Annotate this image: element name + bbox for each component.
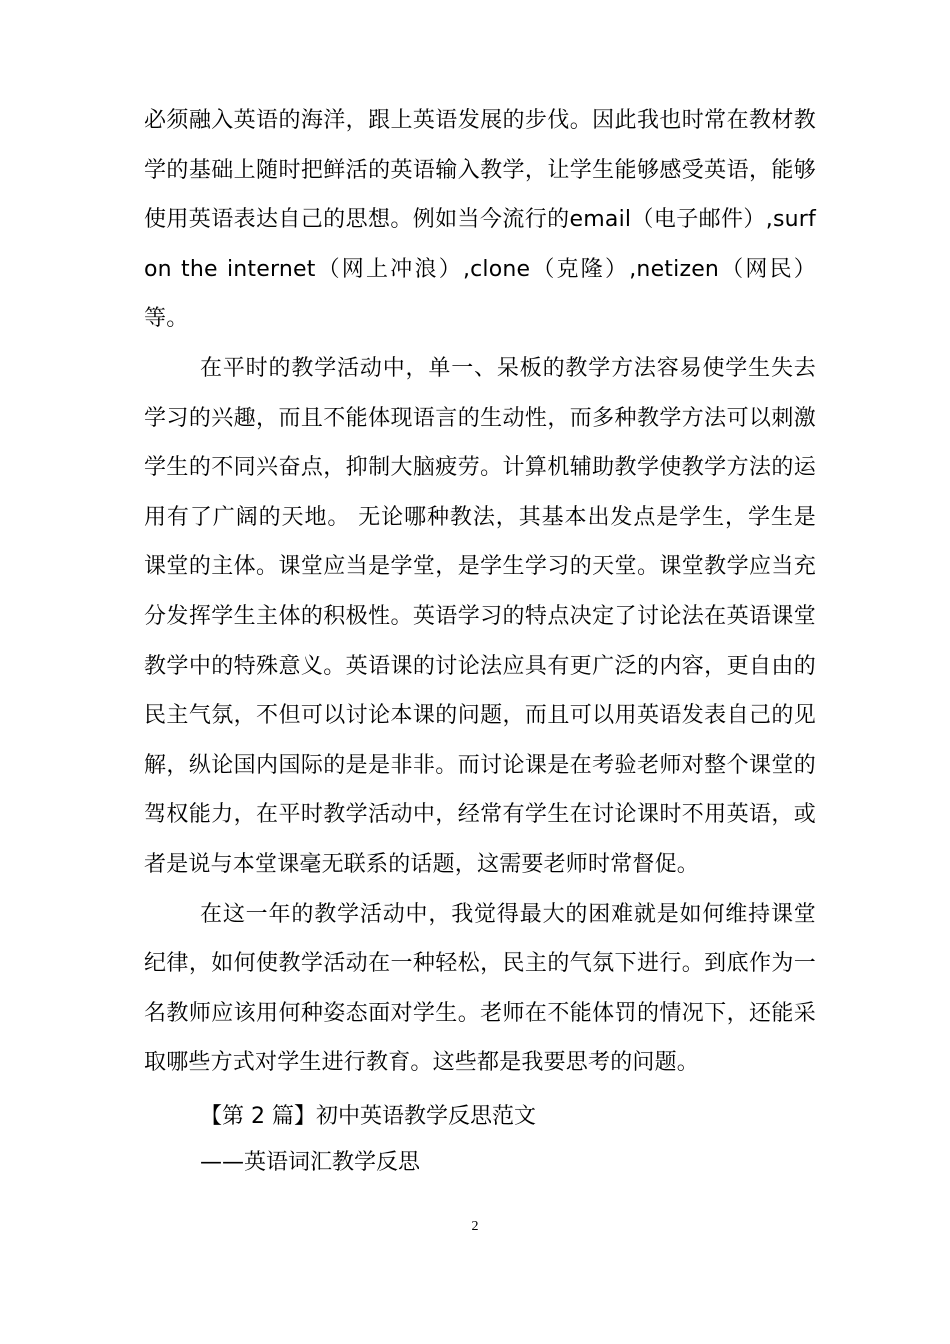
section-subtitle: ——英语词汇教学反思	[200, 1150, 421, 1175]
document-body	[144, 96, 816, 1088]
section-title: 【第 2 篇】初中英语教学反思范文	[200, 1104, 536, 1129]
paragraph-2: 在平时的教学活动中，单一、呆板的教学方法容易使学生失去学习的兴趣，而且不能体现语言的生动性，而多种教学方法可以刺激学生的不同兴奋点，抑制大脑疲劳。计算机辅助教学使教学方法的运用有了广阔的天地。 无论哪种教法，其基本出发点是学生，学生是课堂的主体。课堂应当是学堂，是学生学习的天堂。课堂教学应当充分发挥学生主体的积极性。英语学习的特点决定了讨论法在英语课堂教学中的特殊意义。英语课的讨论法应具有更广泛的内容，更自由的民主气氛，不但可以讨论本课的问题，而且可以用英语发表自己的见解，纵论国内国际的是是非非。而讨论课是在考验老师对整个课堂的驾权能力，在平时教学活动中，经常有学生在讨论课时不用英语，或者是说与本堂课毫无联系的话题，这需要老师时常督促。	[144, 355, 816, 877]
section-heading	[144, 1094, 816, 1186]
page-number: 2	[471, 1219, 479, 1234]
paragraph-1: 必须融入英语的海洋，跟上英语发展的步伐。因此我也时常在教材教学的基础上随时把鲜活的英语输入教学，让学生能够感受英语，能够使用英语表达自己的思想。例如当今流行的email（电子邮件）,surf on the internet（网上冲浪）,clone（克隆）,netizen（网民）等。	[144, 108, 816, 332]
paragraph-3: 在这一年的教学活动中，我觉得最大的困难就是如何维持课堂纪律，如何使教学活动在一种轻松，民主的气氛下进行。到底作为一名教师应该用何种姿态面对学生。老师在不能体罚的情况下，还能采取哪些方式对学生进行教育。这些都是我要思考的问题。	[144, 901, 816, 1076]
